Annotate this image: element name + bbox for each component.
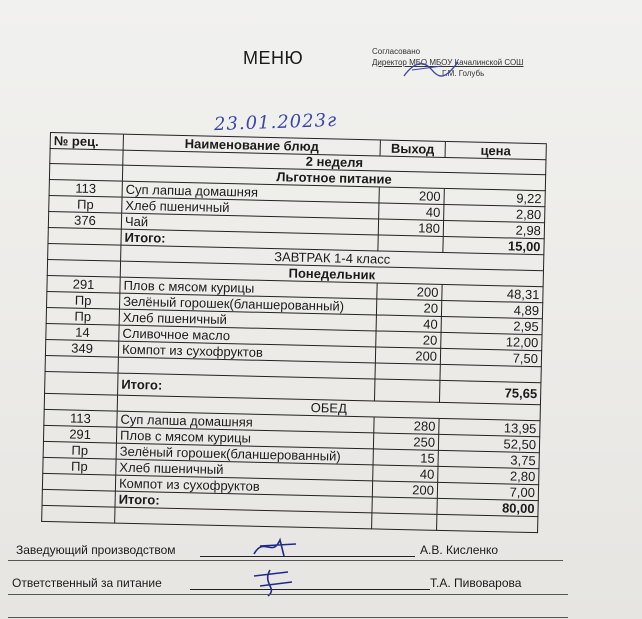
recipe-code: 113	[49, 180, 123, 198]
page-title: МЕНЮ	[243, 48, 304, 68]
dish-output: 40	[377, 315, 442, 332]
dish-output: 250	[374, 433, 439, 450]
responsible-label: Ответственный за питание	[12, 576, 162, 590]
dish-output: 200	[373, 481, 438, 498]
approval-line-1: Согласовано	[372, 47, 421, 56]
dish-output: 40	[373, 465, 438, 482]
approval-block	[372, 46, 524, 79]
dish-price: 7,50	[441, 349, 542, 367]
recipe-code: Пр	[46, 308, 120, 326]
header-code: № рец.	[50, 133, 124, 151]
dish-output: 20	[377, 299, 442, 316]
dish-price: 3,75	[439, 451, 540, 469]
dish-price: 48,31	[442, 285, 543, 303]
preferential-total-label: Итого:	[121, 230, 378, 252]
dish-output: 200	[379, 187, 444, 204]
lunch-total-label: Итого:	[115, 492, 372, 514]
recipe-code: Пр	[46, 292, 120, 310]
week-label: 2 неделя	[123, 150, 546, 176]
divider	[8, 560, 563, 561]
approval-line-2: Директор МБО МБОУ Качалинской СОШ	[372, 58, 524, 67]
dish-price: 2,80	[444, 205, 545, 223]
dish-price: 2,95	[442, 317, 543, 335]
dish-price: 13,95	[439, 419, 540, 437]
manager-label: Заведующий производством	[16, 543, 176, 557]
recipe-code: 14	[45, 324, 119, 342]
recipe-code: 376	[48, 212, 122, 230]
dish-price: 52,50	[439, 435, 540, 453]
dish-name: Компот из сухофруктов	[116, 476, 373, 498]
dish-name: Хлеб пшеничный	[122, 198, 379, 220]
manager-signature-line	[200, 556, 415, 557]
dish-output: 200	[377, 283, 442, 300]
dish-name: Компот из сухофруктов	[119, 342, 376, 364]
menu-table	[50, 132, 547, 517]
header-output: Выход	[381, 141, 446, 158]
dish-name: Зелёный горошек(бланшерованный)	[117, 444, 374, 466]
divider	[8, 594, 568, 595]
header-price: цена	[446, 142, 547, 160]
manager-name: А.В. Кисленко	[420, 543, 499, 557]
breakfast-label: ЗАВТРАК 1-4 класс	[121, 246, 544, 272]
dish-name: Хлеб пшеничный	[120, 310, 377, 332]
recipe-code: Пр	[48, 196, 122, 214]
dish-price: 12,00	[441, 333, 542, 351]
breakfast-total-label: Итого:	[118, 374, 375, 402]
approval-line-3: Г.М. Голубь	[442, 69, 485, 78]
divider	[8, 617, 568, 618]
preferential-total: 15,00	[443, 237, 544, 255]
recipe-code: Пр	[43, 442, 117, 460]
recipe-code: 291	[43, 426, 117, 444]
recipe-code: Пр	[42, 458, 116, 476]
day-label: Понедельник	[121, 262, 544, 288]
dish-price: 7,00	[438, 483, 539, 501]
director-signature-icon	[402, 56, 462, 82]
dish-output: 40	[379, 203, 444, 220]
recipe-code	[42, 474, 116, 492]
dish-output: 280	[374, 417, 439, 434]
dish-output: 180	[379, 219, 444, 236]
handwritten-date: 23.01.2023г	[213, 109, 338, 136]
dish-name: Чай	[122, 214, 379, 236]
dish-price: 4,89	[442, 301, 543, 319]
recipe-code: 113	[43, 410, 117, 428]
dish-price: 9,22	[444, 189, 545, 207]
lunch-label: ОБЕД	[118, 396, 541, 422]
dish-name: Суп лапша домашняя	[117, 412, 374, 434]
responsible-name: Т.А. Пивоварова	[430, 576, 522, 590]
dish-output: 15	[374, 449, 439, 466]
dish-name: Хлеб пшеничный	[116, 460, 373, 482]
responsible-signature-line	[190, 589, 430, 590]
dish-name: Сливочное масло	[119, 326, 376, 348]
dish-name: Суп лапша домашняя	[123, 182, 380, 204]
lunch-total: 80,00	[437, 499, 538, 517]
breakfast-total: 75,65	[440, 381, 541, 405]
dish-output: 20	[376, 331, 441, 348]
manager-signature-icon	[250, 532, 300, 562]
dish-name: Плов с мясом курицы	[120, 278, 377, 300]
header-name: Наименование блюд	[124, 135, 381, 157]
preferential-label: Льготное питание	[123, 166, 546, 192]
dish-price: 2,80	[438, 467, 539, 485]
dish-name: Плов с мясом курицы	[117, 428, 374, 450]
dish-name: Зелёный горошек(бланшерованный)	[120, 294, 377, 316]
dish-output: 200	[376, 347, 441, 364]
recipe-code: 349	[45, 340, 119, 358]
recipe-code: 291	[46, 276, 120, 294]
dish-price: 2,98	[444, 221, 545, 239]
